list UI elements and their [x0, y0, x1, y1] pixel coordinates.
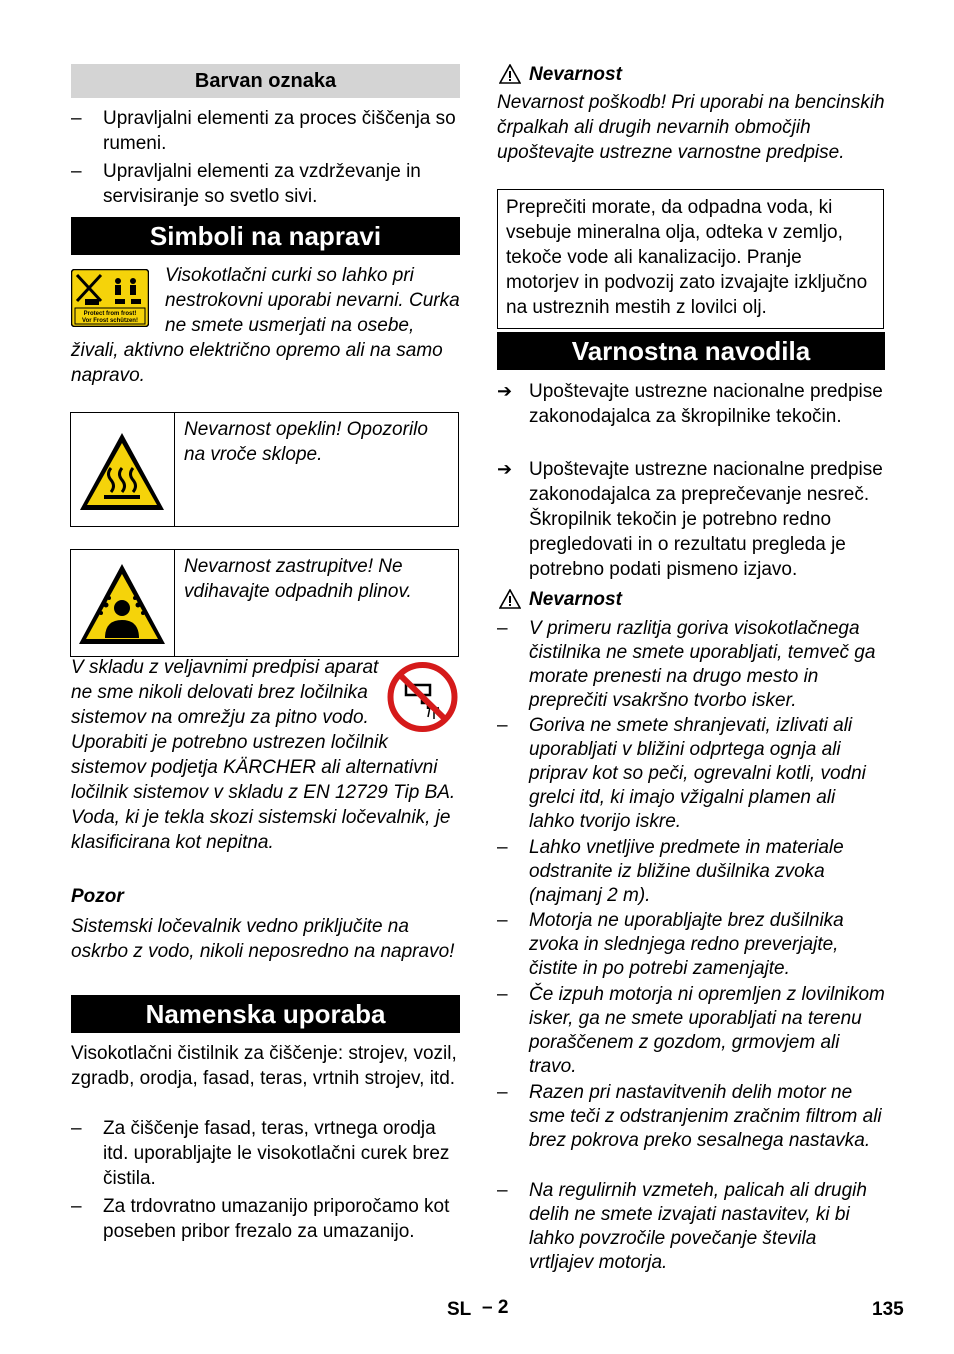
list-item-text: Lahko vnetljive predmete in materiale odstranite iz bližine dušilnika zvoka (najmanj 2 m).: [529, 837, 844, 906]
list-item: [497, 983, 885, 1079]
list-item: [497, 909, 885, 981]
icon-spacer: [380, 655, 460, 729]
frost-label-de: Vor Frost schützen!: [82, 318, 138, 324]
list-item-text: Na regulirnih vzmeteh, palicah ali drugih delih ne smete izvajati nastavitev, ki bi lahko povzročile povečanje števila vrtljajev motorja.: [529, 1180, 867, 1273]
list-item: [71, 106, 460, 156]
list-item: [497, 714, 885, 834]
toxic-gas-icon: [71, 550, 174, 656]
jet-warning-content: Visokotlačni curki so lahko pri nestrokovni uporabi nevarni. Curka ne smete usmerjati na osebe, živali, aktivno električno opremo ali na samo napravo.: [71, 265, 460, 386]
burn-icon-cell: [71, 413, 175, 526]
list-item-text: Za čiščenje fasad, teras, vrtnega orodja itd. uporabljajte le visokotlačni curek brez čistila.: [103, 1118, 450, 1189]
burn-warning-text: Nevarnost opeklin! Opozorilo na vroče sklope.: [184, 419, 428, 465]
poison-warning-box: [70, 549, 459, 657]
list-item: [71, 159, 460, 209]
list-item-text: Upoštevajte ustrezne nacionalne predpise zakonodajalca za škropilnike tekočin.: [529, 381, 883, 427]
usage-heading: Namenska uporaba: [71, 995, 460, 1033]
warning-triangle-icon: [499, 64, 521, 84]
list-item-text: Razen pri nastavitvenih delih motor ne sme teči z odstranjenim zračnim filtrom ali brez pokrova preko sesalnega nastavka.: [529, 1082, 882, 1151]
list-item: [497, 836, 885, 908]
warning-triangle-icon: [499, 589, 521, 609]
jet-warning-text: [71, 263, 460, 388]
list-item-text: Za trdovratno umazanijo priporočamo kot poseben pribor frezalo za umazanijo.: [103, 1196, 450, 1242]
danger-title-text: Nevarnost: [529, 589, 622, 610]
list-item: [497, 379, 885, 454]
caution-text: Sistemski ločevalnik vedno priključite na oskrbo z vodo, nikoli neposredno na napravo!: [71, 916, 455, 962]
separator-content: V skladu z veljavnimi predpisi aparat ne sme nikoli delovati brez ločilnika sistemov na omrežju za pitno vodo. Uporabiti je potrebno ustrezen ločilnik sistemov podjetja KÄRCHER ali alternativni ločilnik sistemov v skladu z EN 12729 Tip BA. Voda, ki je tekla skozi sistemski ločevalnik, je klasificirana kot nepitna.: [71, 657, 456, 853]
list-item: [497, 457, 885, 582]
symbols-heading: Simboli na napravi: [71, 217, 460, 255]
usage-intro: Visokotlačni čistilnik za čiščenje: strojev, vozil, zgradb, orodja, fasad, teras, vrtnih strojev, itd.: [71, 1043, 457, 1089]
list-item-text: Če izpuh motorja ni opremljen z lovilnikom isker, ga ne smete uporabljati na terenu poraščenem z gozdom, grmovjem ali travo.: [529, 984, 885, 1077]
list-item: [71, 1116, 460, 1191]
dash-bullet: –: [497, 1082, 508, 1103]
frost-label-en: Protect from frost!: [83, 311, 137, 317]
list-item: [497, 617, 885, 713]
dash-bullet: –: [71, 1118, 82, 1139]
caution-title: Pozor: [71, 886, 124, 907]
arrow-bullet-icon: ➔: [497, 381, 513, 401]
list-item: [71, 1194, 460, 1269]
list-item-text: Motorja ne uporabljajte brez dušilnika zvoka in slednjega redno preverjajte, čistite in po potrebi zamenjajte.: [529, 910, 844, 979]
oil-notice-box: [497, 189, 884, 329]
footer-language: SL: [447, 1299, 472, 1320]
footer-local-page: – 2: [482, 1297, 509, 1318]
danger-title-1: [497, 62, 885, 87]
oil-notice-text: Preprečiti morate, da odpadna voda, ki vsebuje mineralna olja, odteka v zemljo, tekoče vode ali kanalizacijo. Pranje motorjev in podvozij zato izvajajte izključno na ustreznih mestih z lovilci olj.: [506, 197, 868, 318]
color-heading: Barvan oznaka: [71, 64, 460, 98]
danger-title-2: [497, 587, 885, 612]
list-item: [497, 1081, 885, 1177]
dash-bullet: –: [497, 837, 508, 858]
list-item-text: V primeru razlitja goriva visokotlačnega čistilnika ne smete uporabljati, temveč ga morate prenesti na drugo mesto in preprečiti vsakršno tvorbo isker.: [529, 618, 876, 711]
separator-text: [71, 655, 460, 880]
hot-surface-icon: [71, 413, 174, 526]
page-number: 135: [872, 1299, 904, 1320]
poison-warning-text: Nevarnost zastrupitve! Ne vdihavajte odpadnih plinov.: [184, 556, 412, 602]
poison-icon-cell: [71, 550, 175, 656]
list-item-text: Upravljalni elementi za vzdrževanje in servisiranje so svetlo sivi.: [103, 161, 421, 207]
dash-bullet: –: [497, 984, 508, 1005]
sticker-spacer: [71, 263, 165, 327]
safety-heading: Varnostna navodila: [497, 332, 885, 370]
list-item-text: Upravljalni elementi za proces čiščenja so rumeni.: [103, 108, 456, 154]
dash-bullet: –: [497, 910, 508, 931]
dash-bullet: –: [497, 715, 508, 736]
list-item: [497, 1179, 885, 1275]
list-item-text: Goriva ne smete shranjevati, izlivati ali uporabljati v bližini odprtega ognja ali priprav kot so peči, ogrevalni kotli, vodni grelci itd, ki imajo vžigalni plamen ali lahko tvorijo iskre.: [529, 715, 866, 832]
burn-warning-box: [70, 412, 459, 527]
arrow-bullet-icon: ➔: [497, 459, 513, 479]
dash-bullet: –: [497, 618, 508, 639]
dash-bullet: –: [71, 108, 82, 129]
dash-bullet: –: [71, 1196, 82, 1217]
list-item-text: Upoštevajte ustrezne nacionalne predpise zakonodajalca za preprečevanje nesreč. Škropilnik tekočin je potrebno redno pregledovati in o rezultatu pregleda je potrebno podati pismeno izjavo.: [529, 459, 883, 580]
danger-title-text: Nevarnost: [529, 64, 622, 85]
danger-text-1: Nevarnost poškodb! Pri uporabi na bencinskih črpalkah ali drugih nevarnih območjih upoštevajte ustrezne varnostne predpise.: [497, 92, 885, 163]
dash-bullet: –: [71, 161, 82, 182]
dash-bullet: –: [497, 1180, 508, 1201]
